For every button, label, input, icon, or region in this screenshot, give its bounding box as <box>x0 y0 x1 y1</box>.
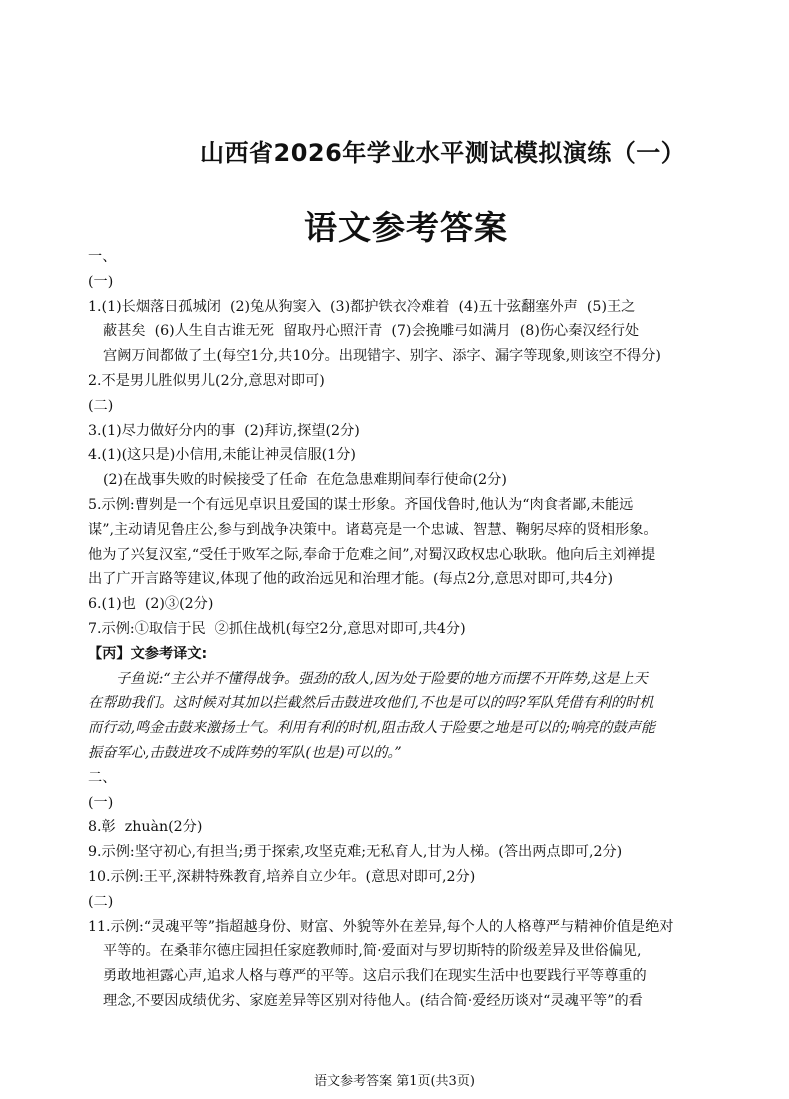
page-title: 山西省2026年学业水平测试模拟演练（一） <box>200 139 686 167</box>
answer-line: 勇敢地袒露心声,追求人格与尊严的平等。这启示我们在现实生活中也要践行平等尊重的 <box>103 968 647 985</box>
answer-line: 【丙】文参考译文: <box>88 645 208 662</box>
answer-line: 在帮助我们。这时候对其加以拦截然后击鼓进攻他们,不也是可以的吗?军队凭借有利的时机 <box>88 695 654 712</box>
answer-line: 子鱼说:“主公并不懂得战争。强劲的敌人,因为处于险要的地方而摆不开阵势,这是上天 <box>116 670 648 687</box>
answer-line: 一、 <box>88 249 117 265</box>
answer-line: 他为了兴复汉室,“受任于败军之际,奉命于危难之间”,对蜀汉政权忠心耿耿。他向后主刘禅提 <box>88 546 656 563</box>
answer-line: 5.示例:曹刿是一个有远见卓识且爱国的谋士形象。齐国伐鲁时,他认为“肉食者鄙,未能远 <box>88 496 634 513</box>
answer-line: 8.彰 zhuàn(2分) <box>88 819 203 836</box>
answer-content <box>88 245 710 1014</box>
answer-line: 6.(1)也 (2)③(2分) <box>88 596 214 613</box>
answer-line: 谋”,主动请见鲁庄公,参与到战争决策中。诸葛亮是一个忠诚、智慧、鞠躬尽瘁的贤相形象。 <box>88 521 658 538</box>
answer-line: 3.(1)尽力做好分内的事 (2)拜访,探望(2分) <box>88 422 360 439</box>
answer-line: 平等的。在桑菲尔德庄园担任家庭教师时,简·爱面对与罗切斯特的阶级差异及世俗偏见, <box>103 943 642 960</box>
answer-line: 11.示例:“灵魂平等”指超越身份、财富、外貌等外在差异,每个人的人格尊严与精神价值是绝对 <box>88 918 674 935</box>
answer-line: 宫阙万间都做了土(每空1分,共10分。出现错字、别字、添字、漏字等现象,则该空不得分) <box>103 348 661 365</box>
answer-line: (二) <box>88 397 114 414</box>
answer-line: 4.(1)(这只是)小信用,未能让神灵信服(1分) <box>88 447 356 464</box>
answer-line: 9.示例:坚守初心,有担当;勇于探索,攻坚克难;无私育人,甘为人梯。(答出两点即可,2分) <box>88 844 623 861</box>
page-subtitle: 语文参考答案 <box>304 208 508 247</box>
answer-line: 出了广开言路等建议,体现了他的政治远见和治理才能。(每点2分,意思对即可,共4分) <box>88 571 614 588</box>
answer-line: (一) <box>88 273 114 290</box>
page-footer: 语文参考答案 第1页(共3页) <box>314 1074 475 1089</box>
answer-line: 而行动,鸣金击鼓来激扬士气。利用有利的时机,阻击敌人于险要之地是可以的;响亮的鼓声能 <box>88 720 656 737</box>
answer-line: 2.不是男儿胜似男儿(2分,意思对即可) <box>88 372 325 389</box>
answer-line: 振奋军心,击鼓进攻不成阵势的军队(也是)可以的。” <box>88 744 402 761</box>
answer-line: (二) <box>88 893 114 910</box>
answer-line: 1.(1)长烟落日孤城闭 (2)兔从狗窦入 (3)都护铁衣冷难着 (4)五十弦翻塞外声 (5)王之 <box>88 298 636 315</box>
answer-line: 7.示例:①取信于民 ②抓住战机(每空2分,意思对即可,共4分) <box>88 620 466 637</box>
answer-line: (一) <box>88 794 114 811</box>
answer-line: (2)在战事失败的时候接受了任命 在危急患难期间奉行使命(2分) <box>103 472 507 489</box>
answer-line: 10.示例:王平,深耕特殊教育,培养自立少年。(意思对即可,2分) <box>88 868 476 885</box>
answer-line: 二、 <box>88 769 117 786</box>
answer-line: 理念,不要因成绩优劣、家庭差异等区别对待他人。(结合简·爱经历谈对“灵魂平等”的看 <box>103 992 643 1009</box>
answer-line: 蔽甚矣 (6)人生自古谁无死 留取丹心照汗青 (7)会挽雕弓如满月 (8)伤心秦汉经行处 <box>103 323 640 340</box>
